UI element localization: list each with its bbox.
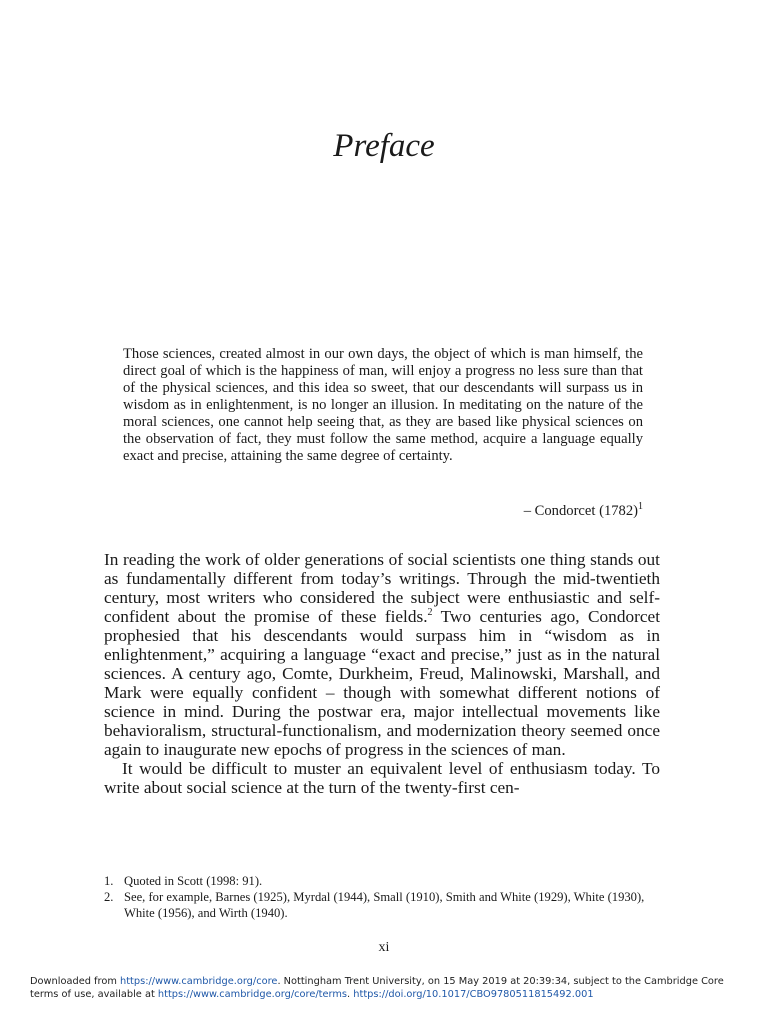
download-notice (30, 975, 750, 1001)
footnote-ref-1[interactable]: 1 (638, 501, 643, 513)
epigraph-attribution (123, 503, 643, 520)
attribution-text: – Condorcet (1782) (523, 503, 638, 519)
core-link[interactable]: https://www.cambridge.org/core (119, 976, 278, 987)
paragraph-1-text: In reading the work of older generations of social scientists one thing stands out as fundamentally different from today’s writings. Through the mid-twentieth century, most writers who considered the subject were enthusiastic and self-confident about the promise of these fields. (104, 550, 660, 626)
notice-prefix: Downloaded from (30, 976, 120, 987)
page-title: Preface (333, 128, 435, 164)
doi-link[interactable]: https://doi.org/10.1017/CBO9780511815492.001 (353, 989, 594, 1000)
page-number: xi (378, 940, 390, 955)
footnote-item (104, 873, 664, 889)
footnotes (104, 873, 664, 921)
footnote-item (104, 889, 664, 921)
body-paragraph-2: It would be difficult to muster an equivalent level of enthusiasm today. To write about social science at the turn of the twenty-first cen- (104, 759, 660, 797)
footnote-text: Quoted in Scott (1998: 91). (124, 874, 263, 888)
terms-link[interactable]: https://www.cambridge.org/core/terms (157, 989, 348, 1000)
footnote-text: See, for example, Barnes (1925), Myrdal (1944), Small (1910), Smith and White (1929), White (1930), White (1956), and Wirth (1940). (124, 890, 645, 920)
notice-separator: . (347, 989, 354, 1000)
footnote-ref-2[interactable]: 2 (427, 607, 433, 619)
footnote-number: 2. (104, 890, 114, 904)
notice-middle: . Nottingham Trent University, on 15 May 2019 at 20:39:34, subject to the Cambridge Core terms of use, available at (30, 976, 724, 1000)
footnote-number: 1. (104, 874, 114, 888)
body-text (104, 550, 660, 797)
paragraph-1-rest: Two centuries ago, Condorcet prophesied that his descendants would surpass him in “wisdom as in enlightenment,” acquiring a language “exact and precise,” just as in the natural sciences. A century ago, Comte, Durkheim, Freud, Malinowski, Marshall, and Mark were equally confident – though with somewhat different notions of science in mind. During the postwar era, major intellectual movements like behavioralism, structural-functionalism, and modernization theory seemed once again to inaugurate new epochs of progress in the sciences of man. (104, 607, 660, 759)
epigraph-quote: Those sciences, created almost in our own days, the object of which is man himself, the direct goal of which is the happiness of man, will enjoy a progress no less sure than that of the physical sciences, and this idea so sweet, that our descendants will surpass us in wisdom as in enlightenment, is no longer an illusion. In meditating on the nature of the moral sciences, one cannot help seeing that, as they are based like physical sciences on the observation of fact, they must follow the same method, acquire a language equally exact and precise, attaining the same degree of certainty. (123, 346, 643, 464)
body-paragraph-1 (104, 550, 660, 759)
